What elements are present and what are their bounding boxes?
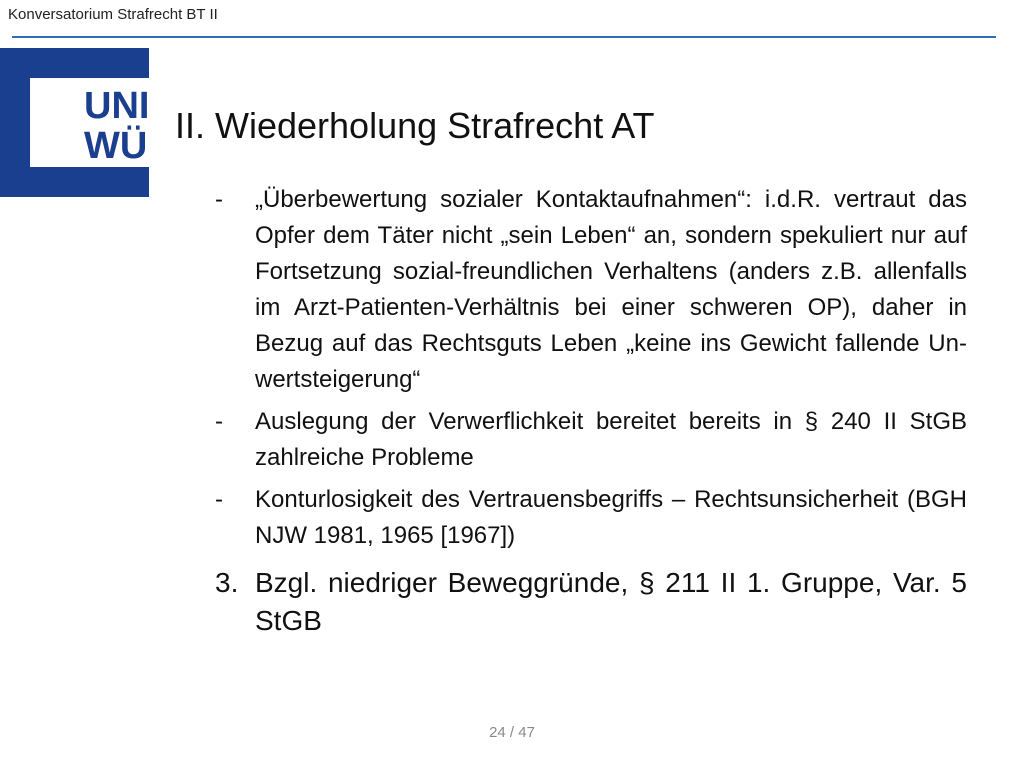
logo-text-line1: UNI — [84, 85, 149, 127]
bullet-marker: - — [215, 186, 223, 213]
numbered-item-text: Bzgl. niedriger Beweggründe, § 211 II 1. Gruppe, Var. 5 StGB — [255, 567, 967, 636]
numbered-item — [215, 564, 967, 640]
bullet-marker: - — [215, 408, 223, 435]
numbered-item-number: 3. — [215, 567, 239, 598]
bullet-text: „Überbewertung sozialer Kontaktaufnahmen“: i.d.R. vertraut das Opfer dem Täter nicht „sein Leben“ an, sondern spekuliert nur auf Fortsetzung sozial-freundlichen Verhaltens (anders z.B. allenfalls im Arzt-Patienten-Verhältnis bei einer schweren OP), daher in Bezug auf das Rechtsguts Leben „keine ins Gewicht fallende Unwertsteigerung“ — [255, 186, 967, 393]
bullet-item — [215, 404, 967, 476]
bullet-item — [215, 482, 967, 554]
university-logo — [0, 48, 149, 197]
page-indicator: 24 / 47 — [489, 724, 535, 741]
slide-title: II. Wiederholung Strafrecht AT — [175, 105, 655, 146]
bullet-item — [215, 182, 967, 398]
bullet-text: Auslegung der Verwerflichkeit bereitet bereits in § 240 II StGB zahlreiche Probleme — [255, 408, 967, 471]
header-divider — [12, 36, 996, 38]
bullet-marker: - — [215, 486, 223, 513]
bullet-text: Konturlosigkeit des Vertrauensbegriffs – Rechtsunsicherheit (BGH NJW 1981, 1965 [1967]) — [255, 486, 967, 549]
logo-text-line2: WÜ — [84, 125, 148, 167]
slide-content — [215, 182, 967, 640]
header-title: Konversatorium Strafrecht BT II — [8, 6, 218, 23]
